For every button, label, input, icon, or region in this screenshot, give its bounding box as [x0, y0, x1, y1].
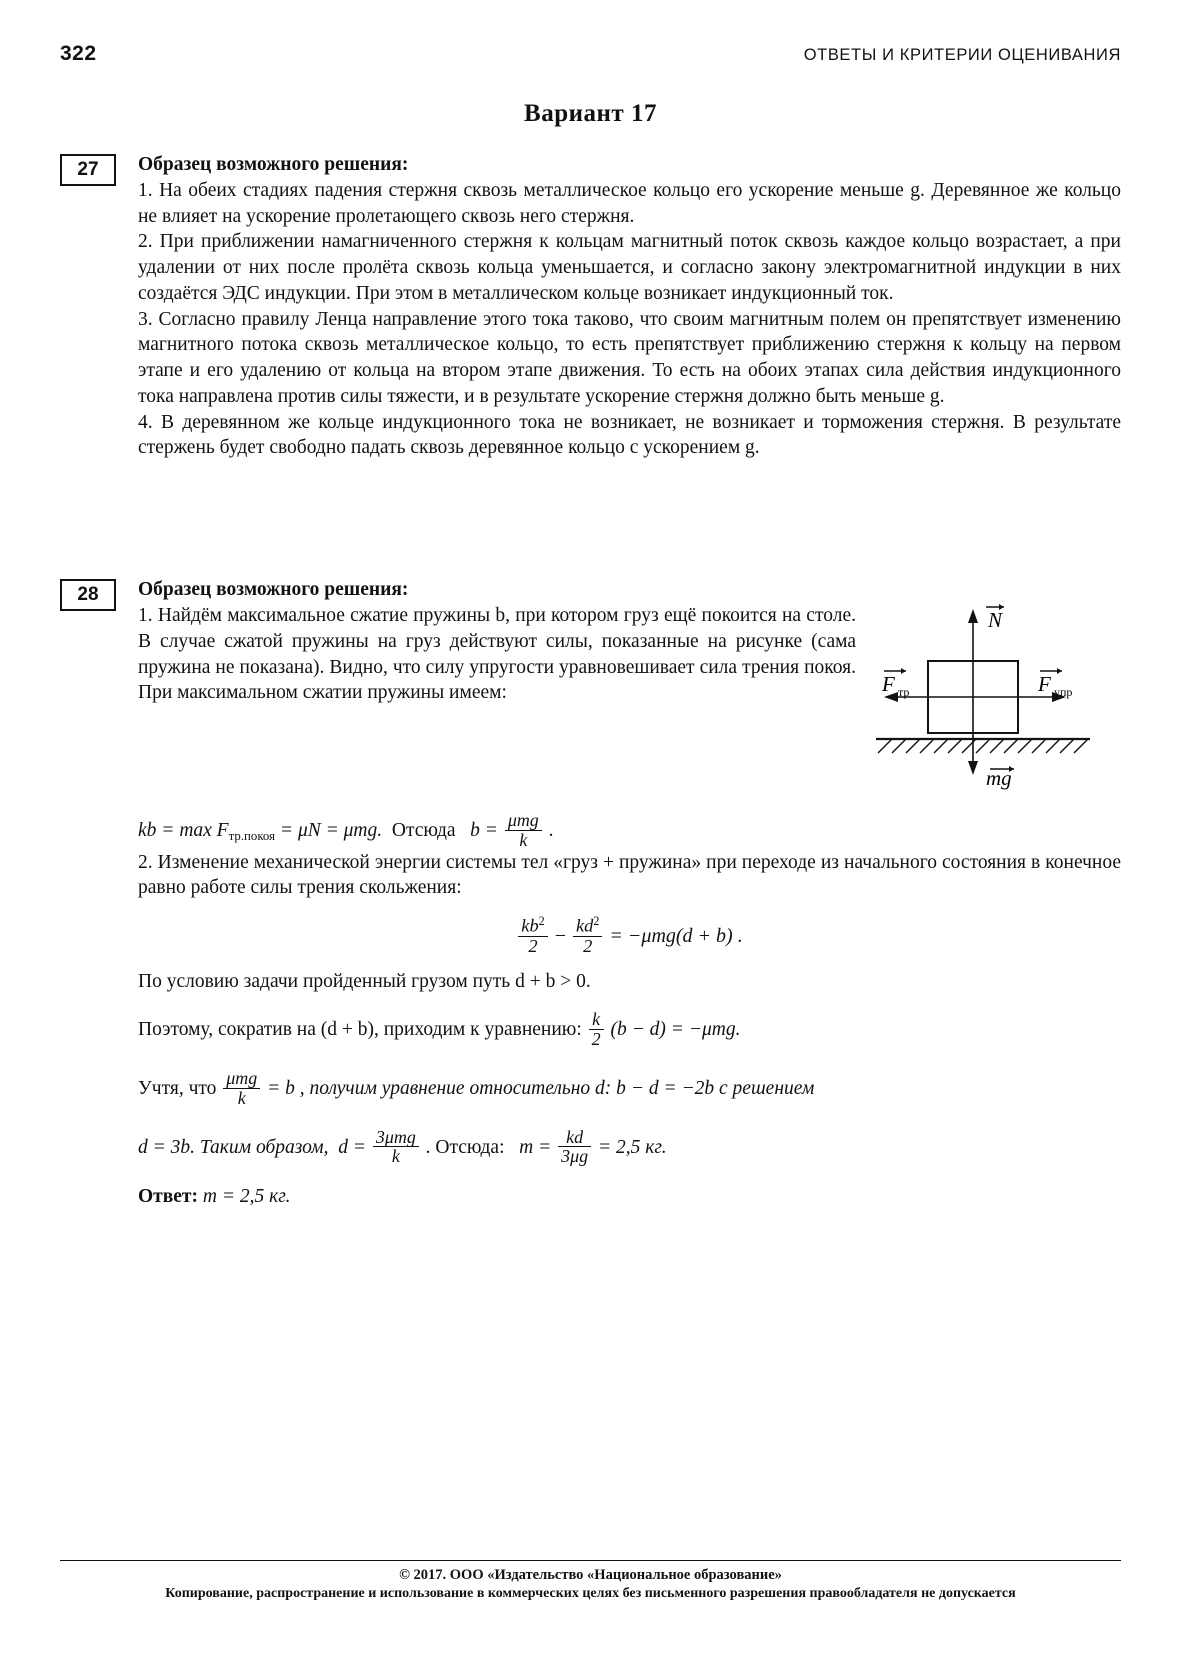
task-27-paragraph-1: 1. На обеих стадиях падения стержня сквозь металлическое кольцо его ускорение меньше g. Деревянное же кольцо не влияет на ускорение пролетающего сквозь него стержня.	[138, 180, 1121, 227]
page-title: Вариант 17	[524, 100, 657, 127]
paragraph-4-fraction	[589, 1010, 604, 1049]
paragraph-6-fraction-2	[558, 1128, 591, 1167]
equation-1	[138, 811, 1121, 850]
task-27-paragraph-2: 2. При приближении намагниченного стержня к кольцам магнитный поток сквозь каждое кольцо возрастает, а при удалении от них после пролёта сквозь кольца уменьшается, и согласно закону электромагнитной индукции в них создаётся ЭДС индукции. При этом в металлическом кольце возникает индукционный ток.	[138, 231, 1121, 304]
equation-1-frac-num: μmg	[507, 810, 539, 831]
paragraph-6-frac1-den: k	[373, 1146, 419, 1166]
running-title: ОТВЕТЫ И КРИТЕРИИ ОЦЕНИВАНИЯ	[803, 46, 1121, 64]
equation-1-left: kb = max F	[138, 820, 229, 842]
answer-label: Ответ:	[138, 1186, 199, 1208]
paragraph-4-post: (b − d) = −μmg.	[610, 1019, 741, 1041]
task-block-27	[60, 154, 1121, 461]
task-28-paragraph-3: По условию задачи пройденный грузом путь d + b > 0.	[138, 970, 591, 992]
paragraph-6-frac2-num: kd	[566, 1126, 584, 1147]
task-28-paragraph-5	[138, 1069, 1121, 1108]
task-27-paragraph-3: 3. Согласно правилу Ленца направление этого тока таково, что своим магнитным полем он препятствует изменению магнитного потока сквозь металлическое кольцо, то есть препятствует приближению стержня к кольцу на первом этапе и его удалению от кольца на втором этапе движения. То есть на обоих этапах сила действия индукционного тока направлена против силы тяжести, и в результате ускорение стержня должно быть меньше g.	[138, 308, 1121, 407]
task-number-badge-28: 28	[60, 579, 116, 611]
equation-2-rhs: = −μmg(d + b) .	[609, 925, 743, 948]
usage-notice-line: Копирование, распространение и использование в коммерческих целях без письменного разрешения правообладателя не допускается	[165, 1586, 1016, 1601]
paragraph-6-pre: d = 3b. Таким образом,	[138, 1136, 329, 1158]
label-friction-sub: тр	[898, 685, 910, 700]
task-28-text-column	[138, 579, 856, 803]
label-weight-force: mg	[986, 766, 1012, 791]
equation-2-minus: −	[554, 925, 566, 948]
paragraph-6-eq2-left: m =	[519, 1136, 552, 1158]
paragraph-5-pre: Учтя, что	[138, 1077, 217, 1099]
paragraph-6-frac1-num: 3μmg	[375, 1126, 416, 1147]
task-block-28	[60, 579, 1121, 1208]
footer-divider	[60, 1560, 1121, 1561]
task-28-top-row	[138, 579, 1121, 803]
label-spring-sub: упр	[1054, 685, 1073, 700]
solution-lead-28: Образец возможного решения:	[138, 579, 409, 601]
copyright-line: © 2017. ООО «Издательство «Национальное образование»	[399, 1567, 782, 1583]
paragraph-6-tail: = 2,5 кг.	[597, 1136, 667, 1158]
task-28-paragraph-6	[138, 1128, 1121, 1167]
task-28-paragraph-2: 2. Изменение механической энергии системы тел «груз + пружина» при переходе из начального состояния в конечное равно работе силы трения скольжения:	[138, 851, 1121, 899]
equation-2	[138, 915, 1121, 956]
paragraph-5-mid: = b , получим уравнение относительно d: b − d = −2b с решением	[267, 1077, 815, 1099]
equation-2-term-1	[518, 915, 547, 956]
equation-2-term-2-num: $kd^2$	[575, 914, 600, 936]
equation-1-fraction	[505, 811, 542, 850]
equation-2-term-1-num: $kb^2$	[521, 914, 545, 936]
equation-2-term-2	[573, 915, 602, 956]
equation-1-left-sub: тр.покоя	[228, 828, 276, 843]
paragraph-5-frac-num: μmg	[226, 1067, 258, 1088]
paragraph-6-frac2-den: 3μg	[558, 1146, 591, 1166]
label-spring-force: F	[1038, 672, 1051, 697]
paragraph-4-pre: Поэтому, сократив на (d + b), приходим к уравнению:	[138, 1019, 582, 1041]
force-diagram-svg	[868, 593, 1098, 803]
running-head	[60, 42, 1121, 66]
equation-1-dot: .	[548, 820, 554, 842]
solution-lead-27: Образец возможного решения:	[138, 154, 409, 175]
task-27-paragraph-4: 4. В деревянном же кольце индукционного тока не возникает, не возникает и торможения стержня. В результате стержень будет свободно падать сквозь деревянное кольцо с ускорением g.	[138, 411, 1121, 459]
task-27-body	[138, 154, 1121, 461]
task-28-body	[138, 579, 1121, 1208]
paragraph-5-frac-den: k	[223, 1088, 260, 1108]
label-friction-force: F	[882, 672, 895, 697]
paragraph-6-fraction-1	[373, 1128, 419, 1167]
equation-1-right-left: b =	[470, 820, 498, 842]
equation-2-term-2-den: 2	[573, 936, 602, 956]
paragraph-5-fraction	[223, 1069, 260, 1108]
paragraph-4-frac-num: k	[592, 1009, 601, 1030]
equation-2-term-1-den: 2	[518, 936, 547, 956]
task-28-paragraph-1: 1. Найдём максимальное сжатие пружины b, при котором груз ещё покоится на столе. В случае сжатой пружины на груз действуют силы, показанные на рисунке (сама пружина не показана). Видно, что силу упругости уравновешивает сила трения покоя. При максимальном сжатии пружины имеем:	[138, 605, 856, 704]
paragraph-6-word: . Отсюда:	[425, 1136, 505, 1158]
equation-1-mid: = μN = μmg.	[279, 820, 383, 842]
task-number-badge: 27	[60, 154, 116, 186]
force-diagram-figure	[868, 579, 1121, 803]
answer-value: m = 2,5 кг.	[202, 1186, 291, 1208]
paragraph-6-eq1-left: d =	[338, 1136, 367, 1158]
paragraph-4-frac-den: 2	[589, 1029, 604, 1049]
equation-1-word: Отсюда	[391, 820, 456, 842]
equation-1-frac-den: k	[505, 830, 542, 850]
page-number: 322	[60, 42, 97, 65]
page-footer	[60, 1560, 1121, 1602]
label-normal-force: N	[988, 608, 1003, 633]
task-28-paragraph-4	[138, 1010, 1121, 1049]
answer-line	[138, 1186, 1121, 1208]
